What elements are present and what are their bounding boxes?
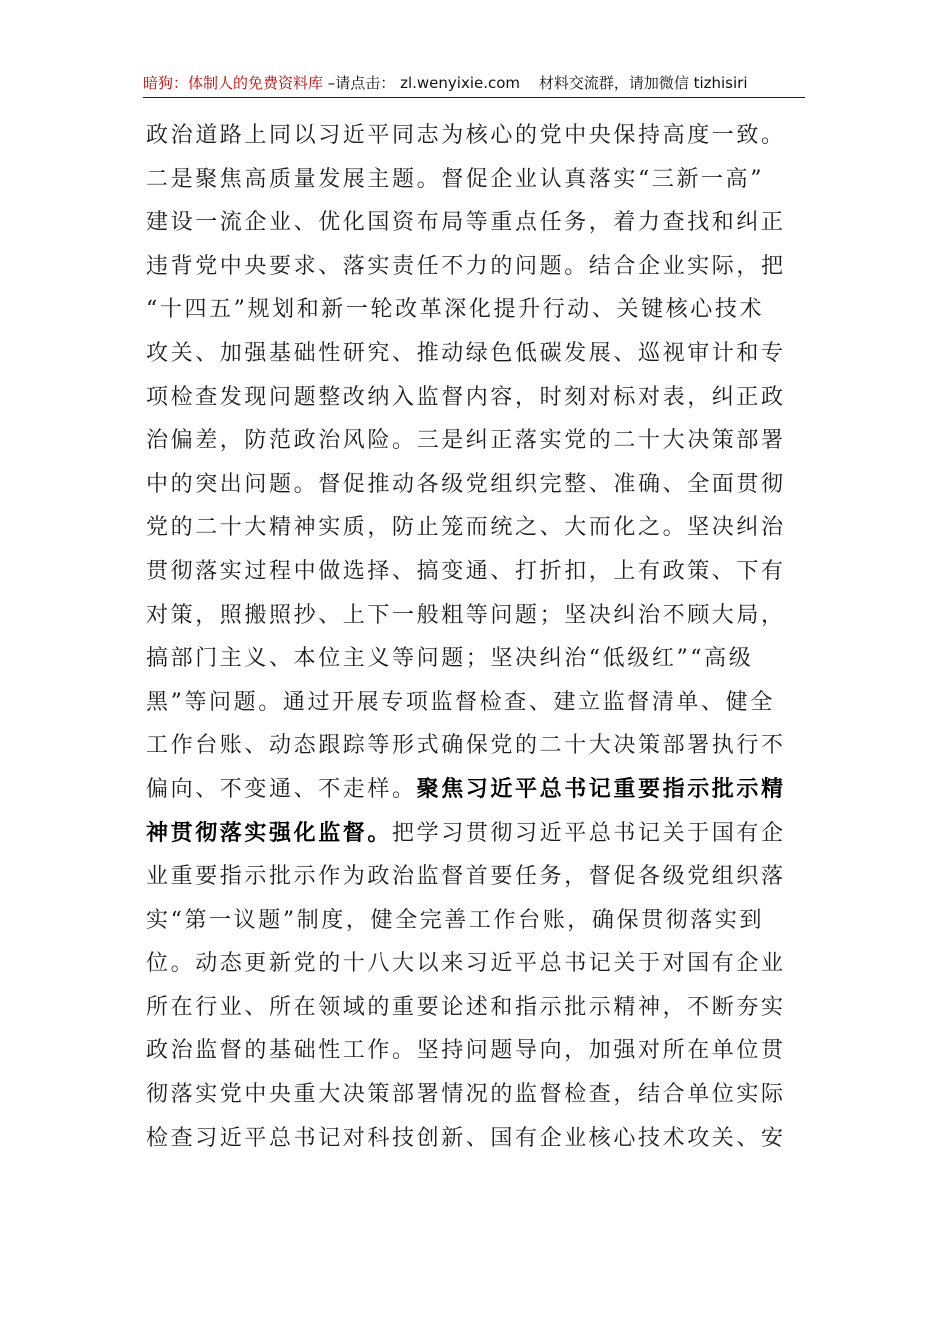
body-text: 搞部门主义、本位主义等问题；坚决纠治“低级红”“高级 <box>146 646 754 672</box>
header-prompt: –请点击： <box>327 74 396 92</box>
body-text: 偏向、不变通、不走样。 <box>146 776 417 802</box>
body-text: 黑”等问题。通过开展专项监督检查、建立监督清单、健全 <box>146 689 775 715</box>
body-text: 彻落实党中央重大决策部署情况的监督检查，结合单位实际 <box>146 1082 786 1108</box>
body-text: 违背党中央要求、落实责任不力的问题。结合企业实际，把 <box>146 253 786 279</box>
body-text: “十四五”规划和新一轮改革深化提升行动、关键核心技术 <box>146 297 765 323</box>
body-text: 治偏差，防范政治风险。三是纠正落实党的二十大决策部署 <box>146 428 786 454</box>
text-line <box>146 1073 811 1117</box>
text-line <box>146 681 811 725</box>
header-note: 材料交流群，请加微信 tizhisiri <box>538 74 748 92</box>
text-line <box>146 550 811 594</box>
body-text: 工作台账、动态跟踪等形式确保党的二十大决策部署执行不 <box>146 733 786 759</box>
body-text: 党的二十大精神实质，防止笼而统之、大而化之。坚决纠治 <box>146 515 786 541</box>
text-line <box>146 942 811 986</box>
text-line <box>146 986 811 1030</box>
text-line <box>146 114 811 158</box>
body-text: 对策，照搬照抄、上下一般粗等问题；坚决纠治不顾大局， <box>146 602 786 628</box>
header-url-link[interactable]: zl.wenyixie.com <box>400 74 521 92</box>
text-line <box>146 637 811 681</box>
text-line <box>146 724 811 768</box>
body-text: 所在行业、所在领域的重要论述和指示批示精神，不断夯实 <box>146 994 786 1020</box>
text-line <box>146 463 811 507</box>
body-text: 政治道路上同以习近平同志为核心的党中央保持高度一致。 <box>146 123 786 148</box>
page-header <box>143 72 805 94</box>
text-line <box>146 332 811 376</box>
text-line <box>146 506 811 550</box>
body-text: 贯彻落实过程中做选择、搞变通、打折扣，上有政策、下有 <box>146 558 786 584</box>
body-text: 实“第一议题”制度，健全完善工作台账，确保贯彻落实到 <box>146 907 765 933</box>
text-line <box>146 376 811 420</box>
text-line <box>146 1029 811 1073</box>
text-line <box>146 855 811 899</box>
body-text: 建设一流企业、优化国资布局等重点任务，着力查找和纠正 <box>146 210 786 236</box>
body-text: 检查习近平总书记对科技创新、国有企业核心技术攻关、安 <box>146 1125 786 1151</box>
body-text: 攻关、加强基础性研究、推动绿色低碳发展、巡视审计和专 <box>146 340 786 366</box>
text-line <box>146 812 811 856</box>
text-line <box>146 768 811 812</box>
bold-heading-text: 聚焦习近平总书记重要指示批示精 <box>416 776 786 802</box>
text-line <box>146 899 811 943</box>
body-text: 项检查发现问题整改纳入监督内容，时刻对标对表，纠正政 <box>146 384 786 410</box>
bold-heading-text: 神贯彻落实强化监督。 <box>146 820 393 846</box>
body-text: 位。动态更新党的十八大以来习近平总书记关于对国有企业 <box>146 951 786 977</box>
header-divider <box>143 97 805 98</box>
text-line <box>146 1117 811 1161</box>
document-body <box>146 114 811 1160</box>
body-text: 中的突出问题。督促推动各级党组织完整、准确、全面贯彻 <box>146 471 786 497</box>
text-line <box>146 288 811 332</box>
body-text: 把学习贯彻习近平总书记关于国有企 <box>392 820 786 846</box>
body-text: 二是聚焦高质量发展主题。督促企业认真落实“三新一高” <box>146 166 765 192</box>
body-text: 业重要指示批示作为政治监督首要任务，督促各级党组织落 <box>146 864 786 890</box>
text-line <box>146 245 811 289</box>
body-text: 政治监督的基础性工作。坚持问题导向，加强对所在单位贯 <box>146 1038 786 1064</box>
text-line <box>146 158 811 202</box>
header-brand: 暗狗：体制人的免费资料库 <box>143 74 324 92</box>
text-line <box>146 201 811 245</box>
text-line <box>146 419 811 463</box>
text-line <box>146 594 811 638</box>
